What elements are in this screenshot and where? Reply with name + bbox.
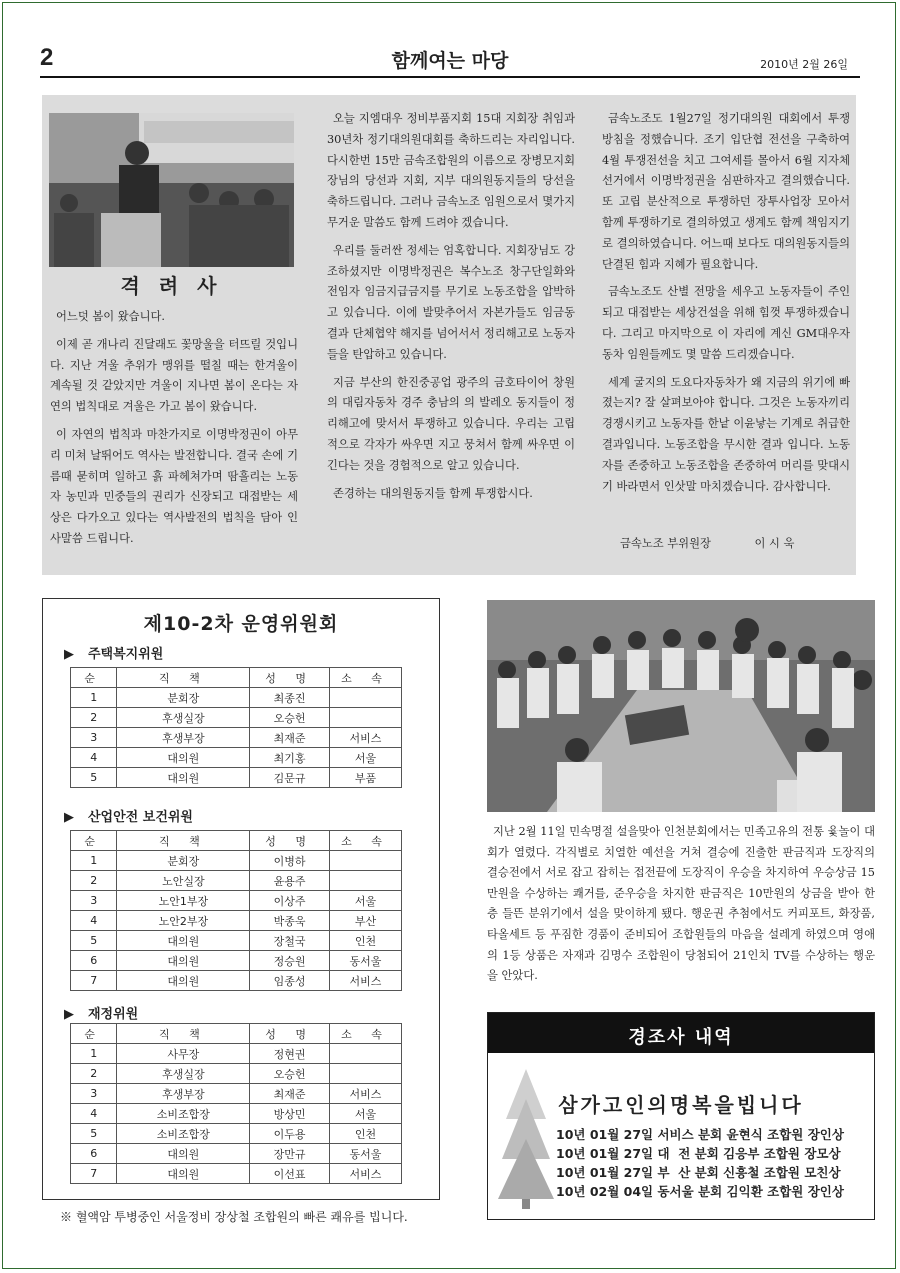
table-cell: 대의원 — [117, 931, 250, 951]
speech-paragraph: 어느덧 봄이 왔습니다. — [56, 310, 165, 323]
table-cell: 서비스 — [330, 1084, 402, 1104]
committee-section-heading — [64, 1003, 138, 1022]
speech-paragraph: 존경하는 대의원동지들 함께 투쟁합시다. — [333, 486, 533, 500]
table-cell: 윤용주 — [250, 871, 330, 891]
speech-heading: 격 려 사 — [120, 274, 223, 298]
table-row — [71, 1044, 402, 1064]
table-row — [71, 851, 402, 871]
table-row — [71, 871, 402, 891]
table-cell: 대의원 — [117, 748, 250, 768]
column-header: 순 — [71, 831, 117, 851]
newsletter-title: 함께여는 마당 — [391, 50, 509, 72]
footnote: ※ 혈액암 투병중인 서울정비 장상철 조합원의 빠른 쾌유를 빕니다. — [60, 1210, 408, 1224]
committee-section-heading — [64, 643, 163, 662]
table-row — [71, 1104, 402, 1124]
table-cell: 1 — [71, 688, 117, 708]
encouragement-speech — [42, 95, 856, 575]
event-caption-text: 지난 2월 11일 민속명절 설을맞아 인천분회에서는 민족고유의 전통 윷놀이 대회가 열렸다. 각직별로 치열한 예선을 거쳐 결승에 진출한 판금직과 도장직의 결승전에서 서로 잡고 잡히는 접전끝에 도장직이 우승을 차지하여 우승상금 15만원을 수상하는 쾌거를, 준우승을 차지한 판금직은 10만원의 상금을 받아 한층 들뜬 분위기에서 설을 맞이하게 됐다. 행운권 추첨에서도 커피포트, 화장품, 타올세트 등 푸짐한 경품이 준비되어 조합원들의 마음을 설레게 하였으며 영애의 1등 상품은 자재과 김명수 조합원이 당첨되어 21인치 TV를 수상하는 행운을 안았다. — [487, 825, 875, 983]
speech-paragraph: 오늘 지엠대우 정비부품지회 15대 지회장 취임과 30년차 정기대의원대회를 축하드리는 자리입니다. 다시한번 15만 금속조합원의 이름으로 장병모지회장님의 당선과 지회, 지부 대의원동지들의 당선을 축하드립니다. 그러나 금속노조 임원으로서 몇가지 무거운 말씀도 함께 드려야 겠습니다. — [327, 112, 575, 229]
table-cell: 5 — [71, 931, 117, 951]
table-cell: 3 — [71, 1084, 117, 1104]
table-row — [71, 728, 402, 748]
table-cell: 서비스 — [330, 728, 402, 748]
table-row — [71, 1064, 402, 1084]
speaker-photo-image — [49, 113, 294, 267]
table-cell: 서울 — [330, 748, 402, 768]
table-cell: 부산 — [330, 911, 402, 931]
table-cell: 방상민 — [250, 1104, 330, 1124]
committee-section-heading — [64, 806, 193, 825]
speech-paragraph: 금속노조도 산별 전망을 세우고 노동자들이 주인되고 대접받는 세상건설을 위해 힘껏 투쟁하겠습니다. 그리고 마지막으로 이 자리에 계신 GM대우자동차 임원들께도 몇 말씀 드리겠습니다. — [602, 285, 850, 361]
obituary-entry: 10년 01월 27일 부 산 분회 신흥철 조합원 모친상 — [556, 1165, 841, 1180]
column-header: 소 속 — [330, 831, 402, 851]
table-cell: 동서울 — [330, 1144, 402, 1164]
speech-paragraph: 금속노조도 1월27일 정기대의원 대회에서 투쟁방침을 정했습니다. 조기 입단협 전선을 구축하여 4월 투쟁전선을 치고 그여세를 몰아서 6월 지자체 선거에서 이명박정권을 심판하자고 결의했습니다. 또 고립 분산적으로 투쟁하던 장투사업장 모아서 함께 투쟁하기로 결의하였고 생계도 함께 책임지기로 결의하였습니다. 어느때 보다도 대의원동지들의 단결된 힘과 지혜가 필요합니다. — [602, 112, 850, 271]
table-cell — [330, 688, 402, 708]
column-header: 순 — [71, 1024, 117, 1044]
table-cell — [330, 851, 402, 871]
table-cell: 2 — [71, 708, 117, 728]
table-cell: 인천 — [330, 931, 402, 951]
table-cell: 김문규 — [250, 768, 330, 788]
table-cell — [330, 871, 402, 891]
table-cell: 3 — [71, 891, 117, 911]
table-cell: 최종진 — [250, 688, 330, 708]
table-cell: 장철국 — [250, 931, 330, 951]
table-cell: 오승헌 — [250, 1064, 330, 1084]
speech-column-1 — [50, 307, 298, 557]
table-cell: 임종성 — [250, 971, 330, 991]
table-cell: 최재준 — [250, 728, 330, 748]
table-cell: 정현권 — [250, 1044, 330, 1064]
table-cell: 서비스 — [330, 971, 402, 991]
committee-section-name: 재정위원 — [88, 1007, 139, 1022]
table-cell: 3 — [71, 728, 117, 748]
table-cell: 이병하 — [250, 851, 330, 871]
column-header: 순 — [71, 668, 117, 688]
table-cell: 2 — [71, 871, 117, 891]
table-cell: 최기홍 — [250, 748, 330, 768]
table-cell: 이선표 — [250, 1164, 330, 1184]
table-cell: 서비스 — [330, 1164, 402, 1184]
committee-table — [70, 830, 402, 991]
table-cell: 5 — [71, 1124, 117, 1144]
table-cell: 6 — [71, 1144, 117, 1164]
column-header: 직 책 — [117, 1024, 250, 1044]
table-cell: 2 — [71, 1064, 117, 1084]
table-cell: 분회장 — [117, 688, 250, 708]
table-cell: 대의원 — [117, 1164, 250, 1184]
page-number: 2 — [40, 44, 54, 71]
speech-column-2 — [327, 109, 575, 511]
table-row — [71, 1084, 402, 1104]
column-header: 직 책 — [117, 831, 250, 851]
obituary-title: 경조사 내역 — [628, 1027, 734, 1048]
issue-date: 2010년 2월 26일 — [760, 58, 848, 71]
committee-title: 제10-2차 운영위원회 — [143, 613, 339, 635]
table-cell: 4 — [71, 911, 117, 931]
table-cell — [330, 1044, 402, 1064]
table-row — [71, 1124, 402, 1144]
speech-paragraph: 지금 부산의 한진중공업 광주의 금호타이어 창원의 대림자동차 경주 충남의 의 발레오 동지들이 정리해고에 맞서서 투쟁하고 있습니다. 우리는 고립적으로 각자가 싸우면 지고 뭉쳐서 함께 싸우면 이긴다는 것을 경험적으로 알고 있습니다. — [327, 375, 575, 472]
column-header: 성 명 — [250, 668, 330, 688]
table-cell: 오승헌 — [250, 708, 330, 728]
obituary-subtitle: 삼가고인의명복을빕니다 — [558, 1093, 804, 1117]
table-cell: 노안2부장 — [117, 911, 250, 931]
table-cell: 대의원 — [117, 951, 250, 971]
table-cell: 최재준 — [250, 1084, 330, 1104]
yut-game-photo-image — [487, 600, 875, 812]
obituary-entry: 10년 02월 04일 동서울 분회 김익환 조합원 장인상 — [556, 1184, 844, 1199]
table-row — [71, 688, 402, 708]
committee-table — [70, 1023, 402, 1184]
yut-game-photo — [487, 600, 875, 812]
column-header: 직 책 — [117, 668, 250, 688]
speech-paragraph: 세계 굴지의 도요다자동차가 왜 지금의 위기에 빠졌는지? 잘 살펴보아야 합니다. 그것은 노동자끼리 경쟁시키고 노동자를 한낱 이윤낳는 기계로 취급한 결과입니다. 노동조합을 무시한 결과 입니다. 노동자를 존중하고 노동조합을 존중하여 머리를 맞대시기 바라면서 인삿말 마치겠습니다. 감사합니다. — [602, 375, 850, 493]
speech-signature — [602, 535, 850, 551]
table-cell: 이상주 — [250, 891, 330, 911]
table-header-row — [71, 1024, 402, 1044]
speech-paragraph: 이 자연의 법칙과 마찬가지로 이명박정권이 아무리 미쳐 날뛰어도 역사는 발전합니다. 결국 손에 기름때 묻히며 일하고 흙 파헤쳐가며 땀흘리는 노동자 농민과 민중들의 권리가 신장되고 대접받는 세상은 다가오고 있다는 역사발전의 법칙을 담아 인사말씀 드립니다. — [50, 427, 298, 545]
table-row — [71, 708, 402, 728]
obituary-box — [487, 1012, 875, 1220]
bullet-triangle-icon: ▶ — [64, 1007, 74, 1022]
table-row — [71, 768, 402, 788]
table-cell: 노안실장 — [117, 871, 250, 891]
snowy-tree-icon — [498, 1059, 554, 1209]
column-header: 성 명 — [250, 831, 330, 851]
table-cell: 후생실장 — [117, 708, 250, 728]
obituary-list — [556, 1125, 844, 1201]
table-cell: 4 — [71, 1104, 117, 1124]
table-cell: 부품 — [330, 768, 402, 788]
speech-paragraph: 우리를 둘러싼 정세는 엄혹합니다. 지회장님도 강조하셨지만 이명박정권은 복수노조 창구단일화와 전임자 임금지급금지를 무기로 노동조합을 압박하고 있습니다. 이에 발맞추어서 자본가들도 임금동결과 단체협약 해지를 넘어서서 정리해고로 노동자들을 탄압하고 있습니다. — [327, 243, 575, 361]
table-cell: 소비조합장 — [117, 1124, 250, 1144]
table-cell: 이두용 — [250, 1124, 330, 1144]
bullet-triangle-icon: ▶ — [64, 810, 74, 825]
signature-name: 이 시 욱 — [754, 537, 795, 550]
header-rule — [40, 76, 860, 78]
table-row — [71, 891, 402, 911]
committee-section-name: 주택복지위원 — [88, 647, 164, 662]
table-cell — [330, 1064, 402, 1084]
table-cell: 동서울 — [330, 951, 402, 971]
signature-org: 금속노조 부위원장 — [620, 537, 711, 550]
column-header: 소 속 — [330, 1024, 402, 1044]
column-header: 소 속 — [330, 668, 402, 688]
committee-section-name: 산업안전 보건위원 — [88, 810, 193, 825]
table-cell: 대의원 — [117, 971, 250, 991]
committee-table — [70, 667, 402, 788]
speech-paragraph: 이제 곧 개나리 진달래도 꽃망울을 터뜨릴 것입니다. 지난 겨울 추위가 맹위를 떨칠 때는 한겨울이 계속될 것 같았지만 겨울이 지나면 봄이 온다는 자연의 법칙대로 겨울은 가고 봄이 왔습니다. — [50, 337, 298, 414]
table-cell: 서울 — [330, 1104, 402, 1124]
table-cell: 7 — [71, 1164, 117, 1184]
table-cell: 5 — [71, 768, 117, 788]
table-cell: 노안1부장 — [117, 891, 250, 911]
obituary-entry: 10년 01월 27일 대 전 분회 김응부 조합원 장모상 — [556, 1146, 841, 1161]
table-header-row — [71, 668, 402, 688]
table-row — [71, 1164, 402, 1184]
table-cell — [330, 708, 402, 728]
table-cell: 정승원 — [250, 951, 330, 971]
table-cell: 4 — [71, 748, 117, 768]
column-header: 성 명 — [250, 1024, 330, 1044]
table-cell: 1 — [71, 851, 117, 871]
table-cell: 1 — [71, 1044, 117, 1064]
table-cell: 사무장 — [117, 1044, 250, 1064]
table-cell: 서울 — [330, 891, 402, 911]
table-row — [71, 971, 402, 991]
table-row — [71, 931, 402, 951]
table-row — [71, 748, 402, 768]
table-cell: 대의원 — [117, 768, 250, 788]
table-header-row — [71, 831, 402, 851]
table-cell: 장만규 — [250, 1144, 330, 1164]
table-cell: 대의원 — [117, 1144, 250, 1164]
table-cell: 박종욱 — [250, 911, 330, 931]
obituary-entry: 10년 01월 27일 서비스 분회 윤현식 조합원 장인상 — [556, 1127, 844, 1142]
table-cell: 소비조합장 — [117, 1104, 250, 1124]
bullet-triangle-icon: ▶ — [64, 647, 74, 662]
table-row — [71, 1144, 402, 1164]
table-row — [71, 951, 402, 971]
event-caption — [487, 822, 875, 987]
table-cell: 후생부장 — [117, 1084, 250, 1104]
speaker-photo — [49, 113, 294, 267]
table-cell: 후생부장 — [117, 728, 250, 748]
table-cell: 6 — [71, 951, 117, 971]
table-cell: 분회장 — [117, 851, 250, 871]
table-cell: 7 — [71, 971, 117, 991]
table-cell: 인천 — [330, 1124, 402, 1144]
speech-column-3 — [602, 109, 850, 504]
table-row — [71, 911, 402, 931]
table-cell: 후생실장 — [117, 1064, 250, 1084]
